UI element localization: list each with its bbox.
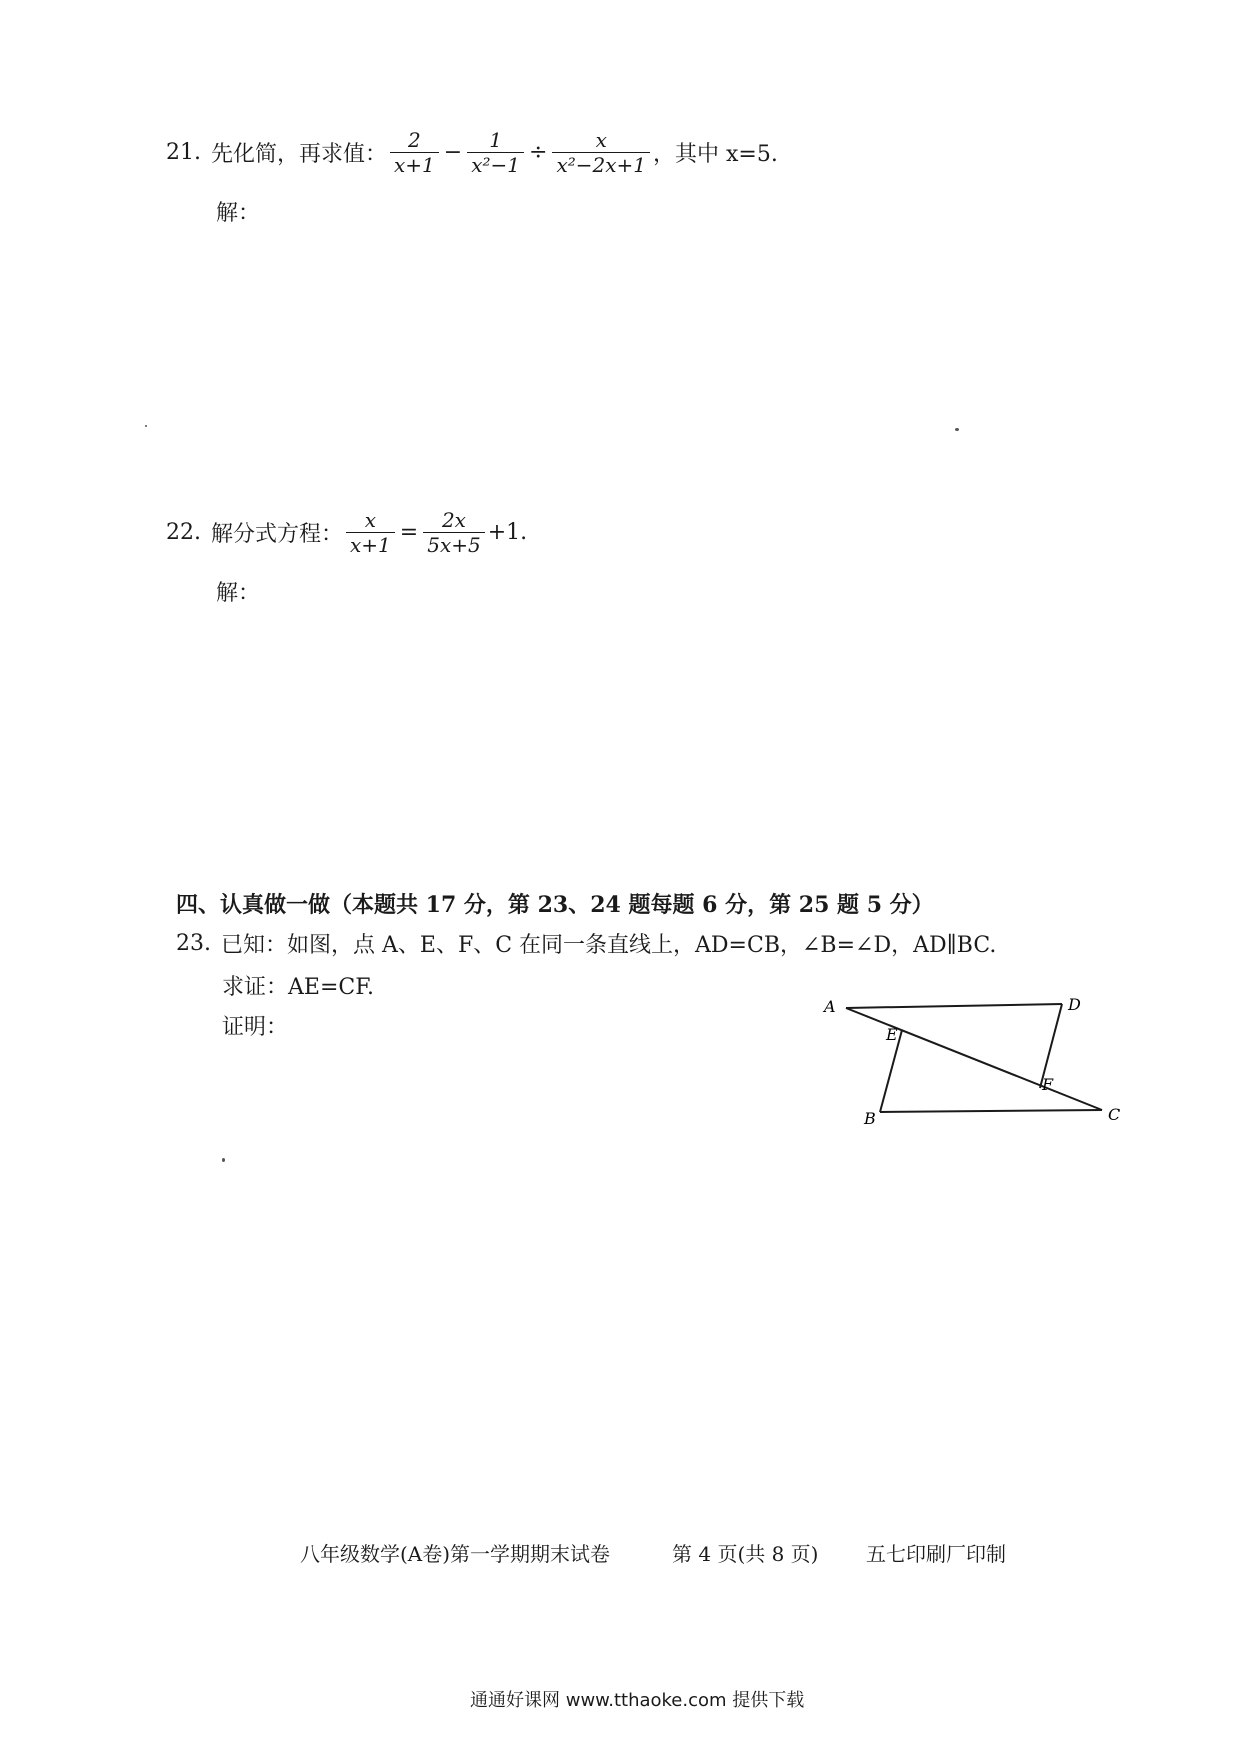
fraction-denominator: x+1 (346, 532, 395, 557)
fraction-denominator: x²−2x+1 (552, 152, 650, 177)
section-4-heading: 四、认真做一做（本题共 17 分，第 23、24 题每题 6 分，第 25 题 5 分） (176, 892, 934, 918)
scan-speck (145, 425, 147, 427)
question-21-tail: ，其中 x=5. (652, 142, 778, 167)
question-23-number: 23. (176, 931, 211, 956)
fraction-numerator: x (364, 508, 377, 532)
footer-course: 八年级数学(A卷)第一学期期末试卷 (300, 1542, 611, 1566)
footer-page: 第 4 页(共 8 页) (672, 1542, 819, 1566)
question-21-fraction-1 (390, 128, 439, 177)
fraction-numerator: 2 (408, 128, 421, 152)
question-23-given: 已知：如图，点 A、E、F、C 在同一条直线上，AD=CB，∠B=∠D，AD∥BC. (221, 933, 997, 958)
question-23-proof-label: 证明： (222, 1015, 289, 1040)
operator-divide: ÷ (529, 140, 548, 165)
question-21-answer-label: 解： (216, 201, 261, 226)
question-22-tail: +1. (487, 520, 528, 545)
point-label-d: D (1068, 995, 1081, 1014)
fraction-numerator: x (595, 128, 607, 152)
operator-minus: − (443, 140, 463, 165)
fraction-numerator: 1 (489, 128, 502, 152)
fraction-numerator: 2x (441, 508, 466, 532)
scan-speck (955, 428, 959, 431)
question-21 (166, 128, 778, 177)
operator-equals: = (399, 520, 419, 545)
question-22-lead: 解分式方程： (211, 522, 344, 547)
watermark-text: 通通好课网 www.tthaoke.com 提供下载 (470, 1690, 805, 1711)
question-21-fraction-2 (467, 128, 524, 177)
question-22 (166, 508, 527, 557)
question-23 (176, 928, 996, 959)
question-21-number: 21. (166, 140, 201, 165)
point-label-b: B (864, 1109, 876, 1128)
question-22-fraction-1 (346, 508, 395, 557)
point-label-e: E (886, 1025, 898, 1044)
segment-ad (846, 1004, 1062, 1008)
footer-printer: 五七印刷厂印制 (866, 1542, 1006, 1566)
question-23-figure (820, 990, 1140, 1140)
fraction-denominator: x²−1 (467, 152, 524, 177)
question-23-prove: 求证：AE=CF. (222, 975, 375, 1000)
fraction-denominator: 5x+5 (423, 532, 485, 557)
point-label-f: F (1042, 1075, 1054, 1094)
point-label-a: A (824, 997, 836, 1016)
segment-bc (880, 1110, 1102, 1112)
question-22-fraction-2 (423, 508, 485, 557)
question-21-fraction-3 (552, 128, 650, 177)
scan-speck (222, 1158, 225, 1162)
question-21-lead: 先化简，再求值： (211, 142, 388, 167)
fraction-denominator: x+1 (390, 152, 439, 177)
question-22-answer-label: 解： (216, 581, 261, 606)
point-label-c: C (1108, 1105, 1121, 1124)
question-22-number: 22. (166, 520, 201, 545)
